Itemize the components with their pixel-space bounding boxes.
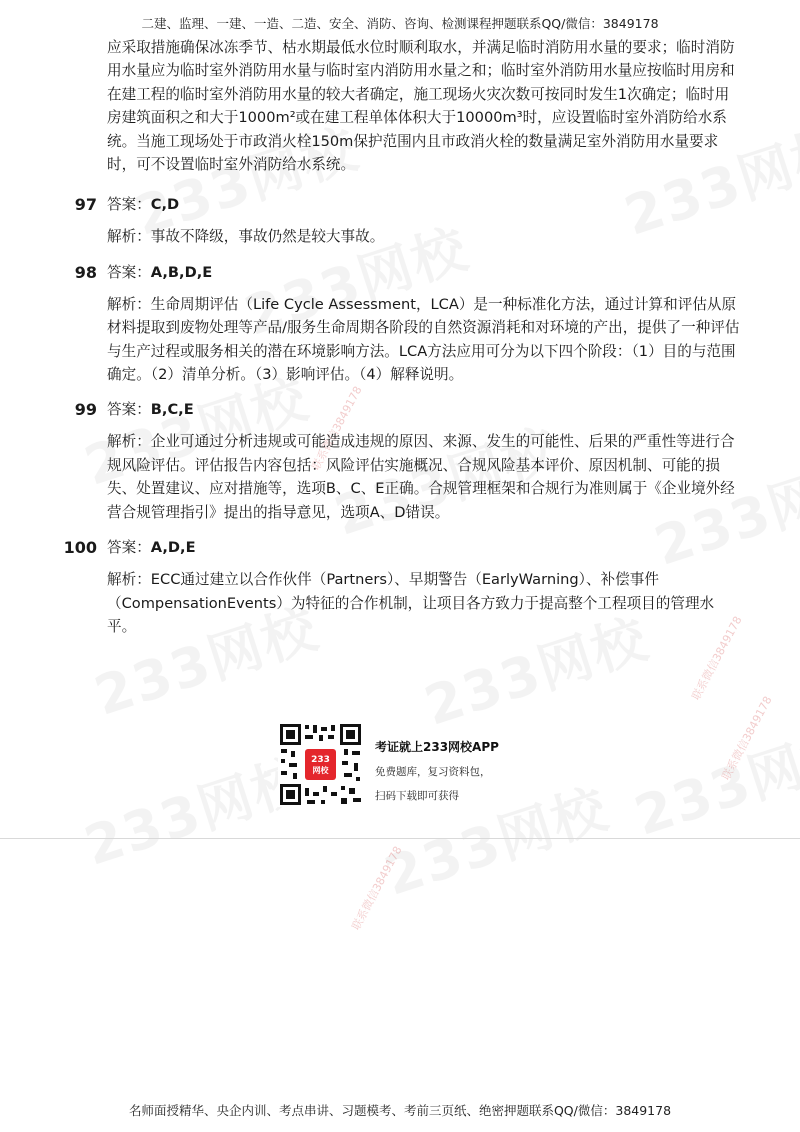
answer-line [107,536,800,560]
explanation: 解析：企业可通过分析违规或可能造成违规的原因、来源、发生的可能性、后果的严重性等进行合规风险评估。评估报告内容包括：风险评估实施概况、合规风险基本评价、原因机制、可能的损失、处置建议、应对措施等，选项B、C、E正确。合规管理框架和合规行为准则属于《企业境外经营合规管理指引》提出的指导意见，选项A、D错误。 [107,433,735,521]
answer-label: 答案： [107,539,151,557]
question-number: 99 [74,400,97,420]
answer-value: C,D [150,196,180,214]
promo-line-1: 免费题库，复习资料包， [375,766,491,778]
explanation: 解析：事故不降级，事故仍然是较大事故。 [107,228,385,246]
answer-line [107,261,800,285]
explanation: 解析：ECC通过建立以合作伙伴（Partners）、早期警告（EarlyWarning）、补偿事件（CompensationEvents）为特征的合作机制，让项目各方致力于提高整个工程项目的管理水平。 [107,571,715,635]
answer-label: 答案： [107,263,151,281]
question-number: 100 [63,538,97,558]
app-promo [278,722,578,807]
page-content [0,36,800,638]
answer-label: 答案： [107,401,151,419]
answer-value: A,B,D,E [150,263,213,281]
watermark-contact: 联系微信3849178 [719,694,775,783]
svg-text:网校: 网校 [312,766,329,775]
page-footer: 名师面授精华、央企内训、考点串讲、习题模考、考前三页纸、绝密押题联系QQ/微信：3849178 [128,1103,672,1118]
answer-line [107,193,800,217]
question-item-99 [0,398,800,524]
page-header: 二建、监理、一建、一造、二造、安全、消防、咨询、检测课程押题联系QQ/微信：3849178 [141,16,659,31]
explanation: 解析：生命周期评估（Life Cycle Assessment，LCA）是一种标准化方法，通过计算和评估从原材料提取到废物处理等产品/服务生命周期各阶段的自然资源消耗和对环境的产出，提供了一种评估与生产过程或服务相关的潜在环境影响方法。LCA方法应用可分为以下四个阶段：（1）目的与范围确定。（2）清单分析。（3）影响评估。（4）解释说明。 [107,295,740,384]
intro-paragraph: 应采取措施确保冰冻季节、枯水期最低水位时顺利取水，并满足临时消防用水量的要求；临时消防用水量应为临时室外消防用水量与临时室内消防用水量之和；临时室外消防用水量应按临时用房和在建工程的临时室外消防用水量的较大者确定，施工现场火灾次数可按同时发生1次确定；临时用房建筑面积之和大于1000m²或在建工程单体体积大于10000m³时，应设置临时室外消防给水系统。当施工现场处于市政消火栓150m保护范围内且市政消火栓的数量满足室外消防用水量要求时，可不设置临时室外消防给水系统。 [107,39,735,174]
question-item-97 [0,193,800,248]
answer-value: B,C,E [150,401,194,419]
answer-value: A,D,E [150,539,196,557]
question-item-98 [0,261,800,387]
question-number: 98 [74,262,97,282]
watermark-contact: 联系微信3849178 [349,844,405,933]
promo-title: 考证就上233网校APP [375,740,499,754]
watermark-contact: 联系微信3849178 [689,614,745,703]
question-item-100 [0,536,800,638]
answer-label: 答案： [107,196,151,214]
watermark [624,706,800,851]
watermark-contact: 联系微信3849178 [309,384,365,473]
svg-text:233: 233 [311,755,330,765]
promo-line-2: 扫码下载即可获得 [375,790,459,802]
qr-code-icon[interactable] [278,722,363,807]
answer-line [107,398,800,422]
divider [0,838,800,839]
question-number: 97 [74,195,97,215]
